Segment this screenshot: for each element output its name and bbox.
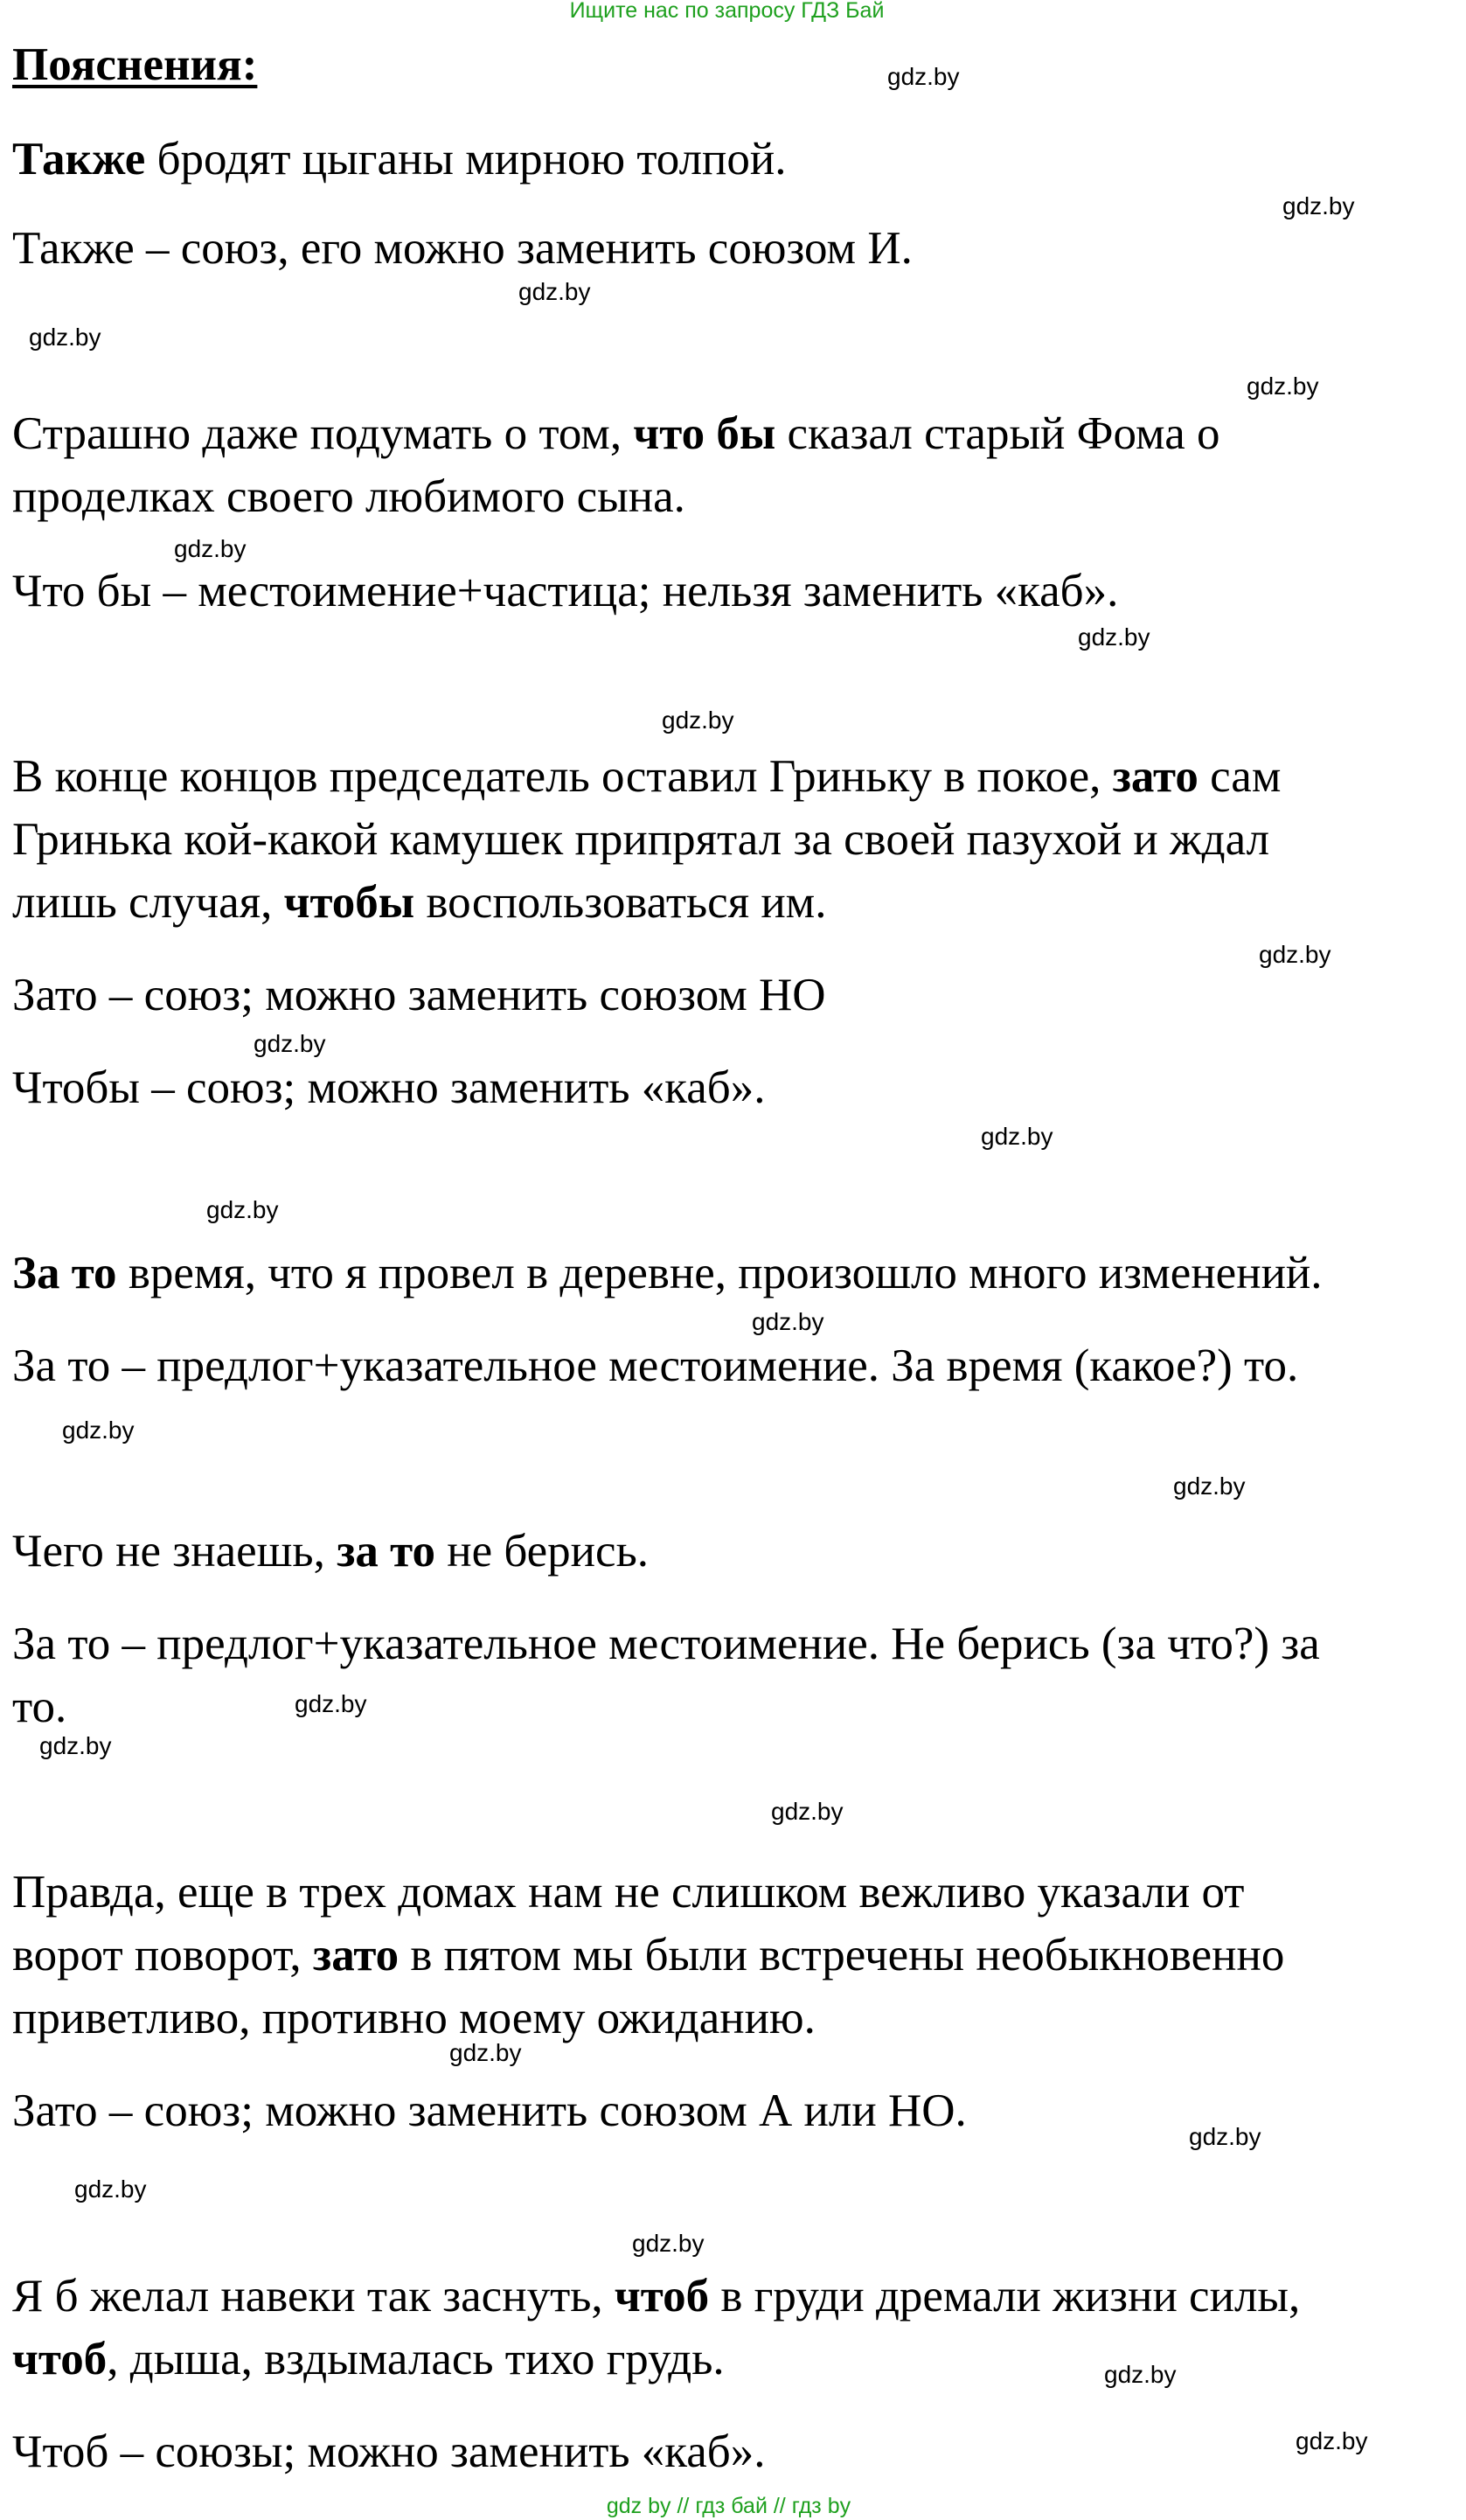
watermark: gdz.by (518, 278, 591, 305)
sentence-line: ворот поворот, зато в пятом мы были встречены необыкновенно (12, 1930, 1285, 1980)
sentence-line: Гринька кой-какой камушек припрятал за своей пазухой и ждал (12, 814, 1270, 865)
watermark: gdz.by (1282, 192, 1355, 219)
bottom-banner[interactable]: gdz by // гдз бай // гдз by (606, 2494, 851, 2518)
watermark: gdz.by (39, 1732, 112, 1759)
watermark: gdz.by (887, 63, 960, 90)
watermark: gdz.by (1173, 1472, 1246, 1500)
bold-word: чтоб (12, 2334, 108, 2384)
sentence-line: За то время, что я провел в деревне, произошло много изменений. (12, 1248, 1323, 1298)
sentence-line: проделках своего любимого сына. (12, 471, 685, 522)
sentence-line: Я б желал навеки так заснуть, чтоб в груди дремали жизни силы, (12, 2271, 1301, 2322)
watermark: gdz.by (174, 535, 247, 562)
sentence-line: чтоб, дыша, вздымалась тихо грудь. (12, 2334, 725, 2384)
explanation-line: Чтобы – союз; можно заменить «каб». (12, 1062, 766, 1113)
watermark: gdz.by (1189, 2123, 1261, 2150)
sentence-line: В конце концов председатель оставил Гриньку в покое, зато сам (12, 751, 1282, 802)
watermark: gdz.by (662, 707, 734, 734)
watermark: gdz.by (1247, 372, 1319, 400)
bold-word: зато (312, 1930, 400, 1980)
watermark: gdz.by (981, 1123, 1053, 1150)
sentence-line: Страшно даже подумать о том, что бы сказал старый Фома о (12, 408, 1220, 459)
watermark: gdz.by (62, 1417, 135, 1444)
sentence-line: Также бродят цыганы мирною толпой. (12, 134, 787, 184)
page-title: Пояснения: (12, 39, 258, 90)
explanation-line: Чтоб – союзы; можно заменить «каб». (12, 2426, 766, 2477)
watermark: gdz.by (1259, 941, 1331, 968)
watermark: gdz.by (29, 324, 101, 351)
explanation-line: За то – предлог+указательное местоимение. Не берись (за что?) за (12, 1619, 1320, 1669)
watermark: gdz.by (752, 1308, 824, 1335)
watermark: gdz.by (1078, 623, 1150, 651)
bold-word: зато (1112, 751, 1199, 802)
sentence-line: лишь случая, чтобы воспользоваться им. (12, 877, 827, 928)
explanation-line: Также – союз, его можно заменить союзом И. (12, 223, 913, 274)
sentence-line: Чего не знаешь, за то не берись. (12, 1526, 649, 1577)
explanation-line: Что бы – местоимение+частица; нельзя заменить «каб». (12, 566, 1119, 616)
watermark: gdz.by (449, 2039, 522, 2066)
watermark: gdz.by (1104, 2361, 1177, 2388)
explanation-line: Зато – союз; можно заменить союзом НО (12, 970, 826, 1020)
bold-word: чтоб (614, 2271, 710, 2322)
top-banner[interactable]: Ищите нас по запросу ГДЗ Бай (569, 0, 885, 23)
bold-word: За то (12, 1248, 117, 1298)
explanation-line: За то – предлог+указательное местоимение. За время (какое?) то. (12, 1340, 1299, 1391)
watermark: gdz.by (254, 1030, 326, 1057)
bold-word: Также (12, 134, 146, 184)
bold-word: чтобы (283, 877, 415, 928)
bold-word: что бы (633, 408, 776, 459)
bold-word: за то (337, 1526, 435, 1577)
explanation-line: Зато – союз; можно заменить союзом А или НО. (12, 2085, 967, 2136)
watermark: gdz.by (295, 1690, 367, 1717)
sentence-line: приветливо, противно моему ожиданию. (12, 1993, 816, 2043)
watermark: gdz.by (632, 2230, 705, 2257)
watermark: gdz.by (771, 1798, 844, 1825)
sentence-line: Правда, еще в трех домах нам не слишком вежливо указали от (12, 1867, 1245, 1918)
watermark: gdz.by (74, 2175, 147, 2203)
watermark: gdz.by (206, 1196, 279, 1223)
explanation-line: то. (12, 1681, 67, 1732)
watermark: gdz.by (1296, 2427, 1368, 2454)
